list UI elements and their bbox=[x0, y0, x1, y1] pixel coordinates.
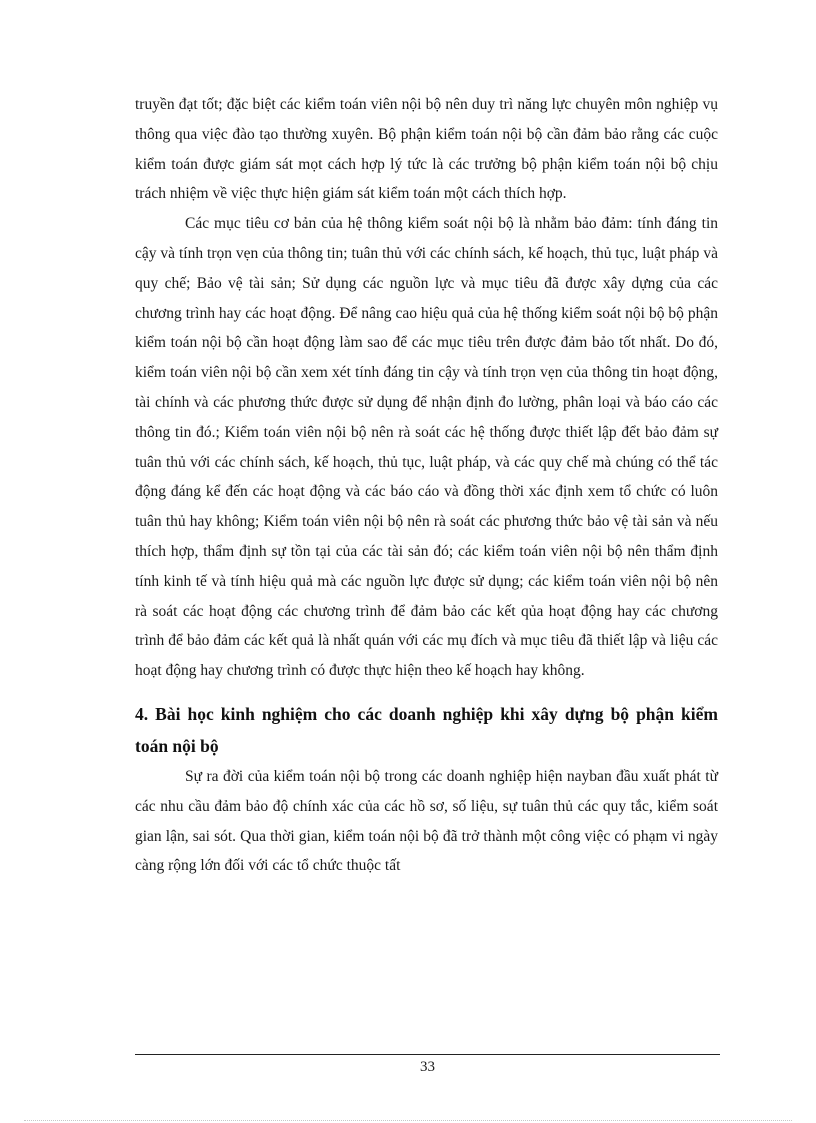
paragraph-section-intro: Sự ra đời của kiểm toán nội bộ trong các doanh nghiệp hiện nayban đầu xuất phát từ các nhu cầu đảm bảo độ chính xác của các hồ sơ, số liệu, sự tuân thủ các quy tắc, kiểm soát gian lận, sai sót. Qua thời gian, kiểm toán nội bộ đã trở thành một công việc có phạm vi ngày càng rộng lớn đối với các tổ chức thuộc tất bbox=[135, 767, 718, 875]
page-bottom-edge bbox=[24, 1120, 792, 1121]
paragraph-continuation: truyền đạt tốt; đặc biệt các kiểm toán viên nội bộ nên duy trì năng lực chuyên môn nghiệp vụ thông qua việc đào tạo thường xuyên. Bộ phận kiểm toán nội bộ cần đảm bảo rằng các cuộc kiểm toán được giám sát mọt cách hợp lý tức là các trưởng bộ phận kiểm toán nội bộ chịu trách nhiệm về việc thực hiện giám sát kiểm toán một cách thích hợp. bbox=[135, 96, 718, 203]
footer-divider bbox=[135, 1054, 720, 1055]
paragraph-internal-control-objectives: Các mục tiêu cơ bản của hệ thông kiểm soát nội bộ là nhằm bảo đảm: tính đáng tin cậy và tính trọn vẹn của thông tin; tuân thủ với các chính sách, kế hoạch, thủ tục, luật pháp và quy chế; Bảo vệ tài sản; Sử dụng các nguồn lực và mục tiêu đã được xây dựng của các chương trình hay các hoạt động. Để nâng cao hiệu quả của hệ thống kiểm soát nội bộ bộ phận kiểm toán nội bộ cần hoạt động làm sao để các mục tiêu trên được đảm bảo tốt nhất. Do đó, kiểm toán viên nội bộ cần xem xét tính đáng tin cậy và tính trọn vẹn của thông tin hoạt động, tài chính và các phương thức được sử dụng để nhận định đo lường, phân loại và báo cáo các thông tin đó.; Kiểm toán viên nội bộ nên rà soát các hệ thống được thiết lập đểt bảo đảm sự tuân thủ với các chính sách, kế hoạch, thủ tục, luật pháp, và các quy chế mà chúng có thể tác động đáng kể đến các hoạt động và các báo cáo và đồng thời xác định xem tổ chức có luôn tuân thủ hay không; Kiểm toán viên nội bộ nên rà soát các phương thức bảo vệ tài sản và nếu thích hợp, thẩm định sự tồn tại của các tài sản đó; các kiểm toán viên nội bộ nên thẩm định tính kinh tế và tính hiệu quả mà các nguồn lực được sử dụng; các kiểm toán viên nội bộ nên rà soát các hoạt động các chương trình để đảm bảo các kết qủa hoạt động hay các chương trình để bảo đảm các kết quả là nhất quán với các mụ đích và mục tiêu đã thiết lập và liệu các hoạt động hay chương trình có được thực hiện theo kế hoạch hay không. bbox=[135, 215, 718, 680]
page-body bbox=[135, 90, 718, 881]
section-heading: 4. Bài học kinh nghiệm cho các doanh nghiệp khi xây dựng bộ phận kiểm toán nội bộ bbox=[135, 703, 718, 756]
page-number: 33 bbox=[420, 1059, 435, 1075]
